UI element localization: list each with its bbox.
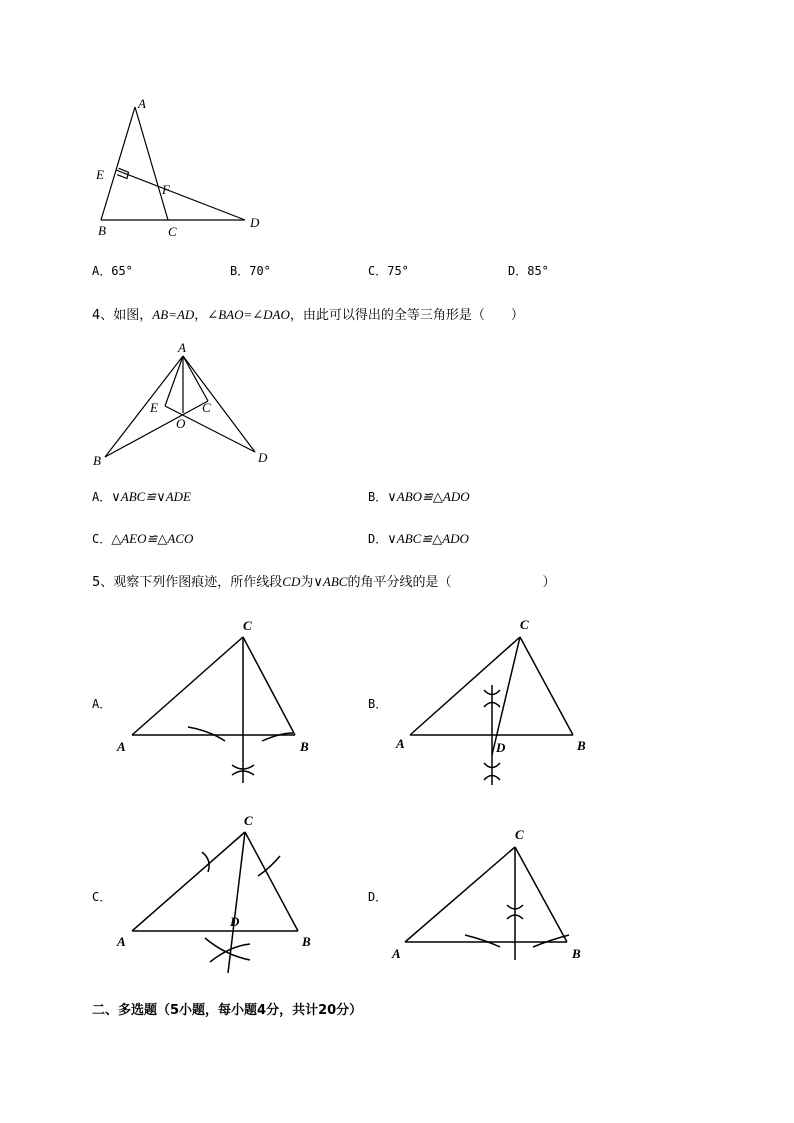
- q4-label-b: B: [93, 453, 101, 468]
- q5c-label-b: B: [302, 934, 311, 949]
- q4-option-b[interactable]: [368, 488, 470, 505]
- q4-stem-mid: ，: [194, 308, 208, 323]
- q5d-arc-left: [465, 935, 500, 947]
- q3-option-c-text: 75°: [387, 264, 409, 278]
- q3-label-a: A: [138, 96, 146, 111]
- q5b-label-d: D: [496, 740, 506, 755]
- q4-option-d[interactable]: [368, 530, 469, 547]
- q5b-label-c: C: [520, 617, 529, 632]
- q4-label-d: D: [258, 450, 268, 465]
- q4-option-a-text: ∨ABC≌∨ADE: [111, 489, 191, 504]
- q5-stem-math-2: ∨ABC: [313, 574, 348, 589]
- q3-option-d-letter: D．: [508, 264, 528, 278]
- q3-label-e: E: [96, 167, 104, 182]
- q5a-label-a: A: [117, 739, 126, 754]
- q4-option-c-letter: C．: [92, 532, 112, 546]
- q5-stem-suffix: 的角平分线的是（ ）: [347, 575, 556, 590]
- q4-option-c-text: △AEO≌△ACO: [111, 531, 194, 546]
- q5c-label-c: C: [244, 813, 253, 828]
- q3-option-a[interactable]: [92, 262, 133, 279]
- q4-stem: [92, 304, 524, 323]
- q5-stem-prefix: 观察下列作图痕迹，所作线段: [113, 575, 283, 590]
- q4-option-a-letter: A．: [92, 490, 112, 504]
- q5a-arc-right: [262, 733, 293, 741]
- q5a-label-c: C: [243, 618, 252, 633]
- q5-stem-math-1: CD: [282, 574, 301, 589]
- q5b-segment-cd: [492, 637, 520, 755]
- q3-option-c[interactable]: [368, 262, 409, 279]
- q3-option-c-letter: C．: [368, 264, 388, 278]
- q3-segment-ab: [101, 107, 135, 220]
- q5b-label-a: A: [396, 736, 405, 751]
- section2-heading: 二、多选题（5小题，每小题4分，共计20分）: [92, 1003, 363, 1018]
- q3-label-f: F: [162, 182, 170, 197]
- q5c-label-a: A: [117, 934, 126, 949]
- q4-label-o: O: [176, 416, 186, 431]
- q3-segment-ed: [116, 170, 245, 220]
- q5d-label-b: B: [572, 946, 581, 961]
- q5d-label-a: A: [392, 946, 401, 961]
- q5-stem: [92, 571, 555, 590]
- q4-option-b-text: ∨ABO≌△ADO: [387, 489, 470, 504]
- q5-option-a-letter[interactable]: A．: [92, 697, 112, 711]
- q5c-segment-cd: [228, 832, 245, 973]
- q5-number: 5、: [92, 575, 114, 590]
- q4-option-c[interactable]: [92, 530, 193, 547]
- q5-figure-b: [390, 615, 610, 790]
- q5-option-b-letter[interactable]: B．: [368, 697, 388, 711]
- q3-figure: [90, 95, 270, 240]
- q4-option-b-letter: B．: [368, 490, 388, 504]
- q4-stem-suffix: ，由此可以得出的全等三角形是（ ）: [289, 308, 524, 323]
- q4-figure: [90, 340, 280, 470]
- q4-option-d-letter: D．: [368, 532, 388, 546]
- q3-option-b-letter: B．: [230, 264, 250, 278]
- q5-figure-d: [385, 825, 605, 970]
- q3-label-d: D: [250, 215, 260, 230]
- q4-label-e: E: [150, 400, 158, 415]
- q3-right-angle-mark: [117, 168, 128, 178]
- q5-figure-c: [110, 810, 330, 980]
- q3-option-d-text: 85°: [527, 264, 549, 278]
- q5d-arc-right: [533, 935, 569, 947]
- q4-stem-math-1: AB=AD: [152, 307, 195, 322]
- q5-figure-a: [110, 615, 330, 790]
- q5b-label-b: B: [577, 738, 586, 753]
- q3-option-a-letter: A．: [92, 264, 112, 278]
- q3-option-b[interactable]: [230, 262, 271, 279]
- q4-stem-prefix: 如图，: [113, 308, 153, 323]
- q5c-label-d: D: [230, 914, 240, 929]
- q4-option-d-text: ∨ABC≌△ADO: [387, 531, 469, 546]
- q4-segment-ac: [183, 356, 208, 401]
- q3-option-d[interactable]: [508, 262, 549, 279]
- q3-option-b-text: 70°: [249, 264, 271, 278]
- q4-segment-ab: [105, 356, 183, 457]
- q5-option-c-letter[interactable]: C．: [92, 890, 112, 904]
- q3-label-c: C: [168, 224, 177, 239]
- q4-segment-ae: [165, 356, 183, 406]
- q5a-arc-left: [188, 727, 225, 741]
- q4-label-c: C: [202, 400, 211, 415]
- q5-option-d-letter[interactable]: D．: [368, 890, 388, 904]
- q5-stem-mid: 为: [300, 575, 314, 590]
- q4-label-a: A: [178, 340, 186, 355]
- q3-label-b: B: [98, 223, 106, 238]
- q4-segment-ad: [183, 356, 255, 452]
- q5d-label-c: C: [515, 827, 524, 842]
- q3-segment-ac: [135, 107, 168, 220]
- q5a-label-b: B: [300, 739, 309, 754]
- q4-option-a[interactable]: [92, 488, 191, 505]
- q3-option-a-text: 65°: [111, 264, 133, 278]
- q4-stem-math-2: ∠BAO=∠DAO: [207, 307, 290, 322]
- q5c-arc-right: [258, 856, 280, 876]
- q4-number: 4、: [92, 308, 114, 323]
